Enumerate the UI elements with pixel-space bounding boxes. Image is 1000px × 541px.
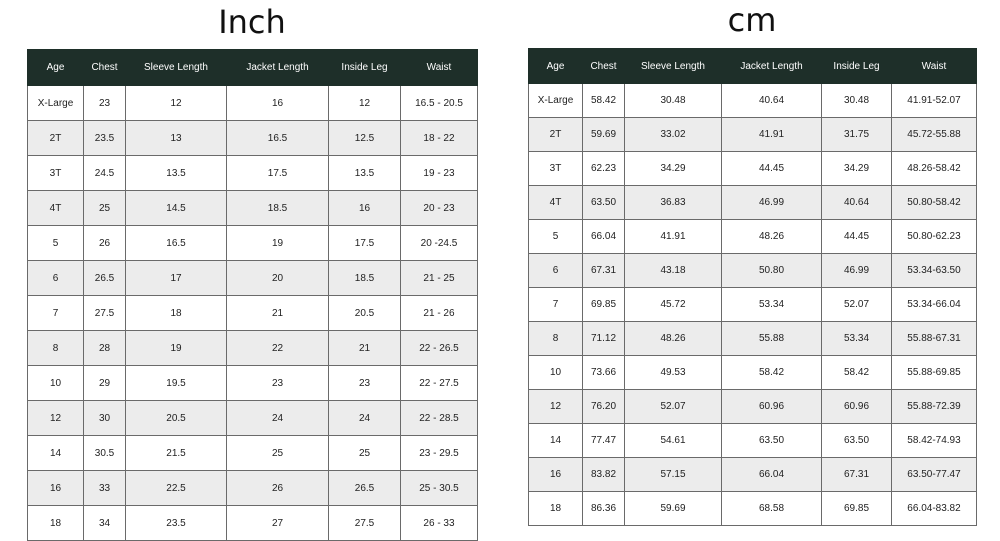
table-cell: 27.5	[329, 506, 401, 541]
table-cell: 8	[28, 331, 84, 366]
column-header: Chest	[84, 50, 126, 86]
table-cell: 55.88-72.39	[892, 390, 977, 424]
table-cell: 69.85	[822, 492, 892, 526]
table-row	[529, 152, 977, 186]
table-row	[28, 436, 478, 471]
table-cell: 30	[84, 401, 126, 436]
table-cell: 17.5	[227, 156, 329, 191]
table-cell: 26	[84, 226, 126, 261]
table-cell: 48.26	[722, 220, 822, 254]
table-cell: 67.31	[583, 254, 625, 288]
table-cell: 20.5	[329, 296, 401, 331]
table-cell: 55.88-67.31	[892, 322, 977, 356]
table-cell: 30.48	[625, 84, 722, 118]
table-cell: 2T	[529, 118, 583, 152]
table-cell: 3T	[529, 152, 583, 186]
table-cell: 57.15	[625, 458, 722, 492]
table-cell: 50.80-58.42	[892, 186, 977, 220]
table-cell: 26.5	[84, 261, 126, 296]
table-cell: 14.5	[126, 191, 227, 226]
column-header: Waist	[892, 49, 977, 84]
table-row	[28, 156, 478, 191]
table-cell: 16.5	[126, 226, 227, 261]
table-cell: 23.5	[84, 121, 126, 156]
table-cell: 48.26	[625, 322, 722, 356]
table-cell: 19	[126, 331, 227, 366]
table-cell: 22 - 28.5	[401, 401, 478, 436]
table-row	[529, 356, 977, 390]
table-row	[28, 296, 478, 331]
table-cell: 63.50	[822, 424, 892, 458]
table-cell: 29	[84, 366, 126, 401]
table-cell: 16.5 - 20.5	[401, 86, 478, 121]
inch-title: Inch	[218, 3, 286, 41]
table-row	[28, 121, 478, 156]
table-cell: 59.69	[583, 118, 625, 152]
table-cell: 36.83	[625, 186, 722, 220]
table-cell: 12.5	[329, 121, 401, 156]
table-cell: 6	[529, 254, 583, 288]
cm-size-table	[528, 48, 977, 526]
table-cell: 34.29	[822, 152, 892, 186]
table-cell: 62.23	[583, 152, 625, 186]
table-cell: 26 - 33	[401, 506, 478, 541]
table-cell: 46.99	[822, 254, 892, 288]
table-cell: 22 - 27.5	[401, 366, 478, 401]
table-cell: 25 - 30.5	[401, 471, 478, 506]
table-cell: 16	[329, 191, 401, 226]
table-cell: 63.50	[583, 186, 625, 220]
table-cell: 43.18	[625, 254, 722, 288]
table-cell: 21	[227, 296, 329, 331]
column-header: Inside Leg	[822, 49, 892, 84]
cm-title: cm	[727, 1, 777, 39]
table-row	[529, 288, 977, 322]
table-cell: 83.82	[583, 458, 625, 492]
table-cell: 54.61	[625, 424, 722, 458]
table-cell: 3T	[28, 156, 84, 191]
table-cell: 14	[28, 436, 84, 471]
table-cell: 2T	[28, 121, 84, 156]
table-cell: 40.64	[822, 186, 892, 220]
table-cell: 5	[529, 220, 583, 254]
table-cell: 49.53	[625, 356, 722, 390]
table-cell: 76.20	[583, 390, 625, 424]
table-row	[529, 322, 977, 356]
table-cell: X-Large	[28, 86, 84, 121]
table-cell: 16	[28, 471, 84, 506]
table-row	[28, 366, 478, 401]
column-header: Inside Leg	[329, 50, 401, 86]
table-cell: 27	[227, 506, 329, 541]
table-cell: 48.26-58.42	[892, 152, 977, 186]
table-cell: 13	[126, 121, 227, 156]
table-cell: 50.80	[722, 254, 822, 288]
table-cell: 53.34-66.04	[892, 288, 977, 322]
table-cell: 41.91-52.07	[892, 84, 977, 118]
table-cell: 19.5	[126, 366, 227, 401]
table-cell: 73.66	[583, 356, 625, 390]
table-cell: 40.64	[722, 84, 822, 118]
table-row	[28, 506, 478, 541]
table-cell: 21 - 26	[401, 296, 478, 331]
table-cell: 18.5	[329, 261, 401, 296]
table-cell: 58.42	[722, 356, 822, 390]
table-cell: 55.88	[722, 322, 822, 356]
column-header: Age	[529, 49, 583, 84]
table-row	[529, 186, 977, 220]
table-cell: 41.91	[625, 220, 722, 254]
table-cell: 63.50	[722, 424, 822, 458]
table-cell: 16	[529, 458, 583, 492]
table-cell: 33	[84, 471, 126, 506]
table-row	[28, 401, 478, 436]
table-cell: 12	[529, 390, 583, 424]
table-cell: 26	[227, 471, 329, 506]
table-cell: 6	[28, 261, 84, 296]
table-cell: 59.69	[625, 492, 722, 526]
table-cell: 60.96	[722, 390, 822, 424]
table-cell: 17.5	[329, 226, 401, 261]
table-cell: 22.5	[126, 471, 227, 506]
table-cell: 34	[84, 506, 126, 541]
table-row	[529, 84, 977, 118]
table-cell: 12	[28, 401, 84, 436]
column-header: Chest	[583, 49, 625, 84]
table-cell: 53.34	[722, 288, 822, 322]
table-cell: 19 - 23	[401, 156, 478, 191]
table-cell: 44.45	[822, 220, 892, 254]
table-cell: 22	[227, 331, 329, 366]
table-cell: 21	[329, 331, 401, 366]
table-cell: 44.45	[722, 152, 822, 186]
table-cell: 23	[227, 366, 329, 401]
table-cell: 23	[329, 366, 401, 401]
table-cell: 19	[227, 226, 329, 261]
table-cell: 25	[84, 191, 126, 226]
table-header-row	[529, 49, 977, 84]
table-cell: 18	[529, 492, 583, 526]
table-cell: 23	[84, 86, 126, 121]
table-cell: 28	[84, 331, 126, 366]
table-row	[28, 331, 478, 366]
table-cell: 18	[28, 506, 84, 541]
table-row	[529, 458, 977, 492]
table-cell: 67.31	[822, 458, 892, 492]
table-cell: 22 - 26.5	[401, 331, 478, 366]
table-cell: 30.48	[822, 84, 892, 118]
table-cell: 8	[529, 322, 583, 356]
table-cell: 31.75	[822, 118, 892, 152]
table-cell: 16	[227, 86, 329, 121]
table-row	[529, 492, 977, 526]
table-cell: 68.58	[722, 492, 822, 526]
table-cell: 20 - 23	[401, 191, 478, 226]
table-row	[28, 191, 478, 226]
table-cell: 14	[529, 424, 583, 458]
table-cell: 13.5	[329, 156, 401, 191]
table-cell: 66.04	[583, 220, 625, 254]
table-row	[28, 226, 478, 261]
table-cell: 7	[28, 296, 84, 331]
column-header: Jacket Length	[227, 50, 329, 86]
column-header: Age	[28, 50, 84, 86]
column-header: Jacket Length	[722, 49, 822, 84]
table-cell: 52.07	[625, 390, 722, 424]
table-cell: X-Large	[529, 84, 583, 118]
table-cell: 17	[126, 261, 227, 296]
table-cell: 34.29	[625, 152, 722, 186]
table-cell: 25	[227, 436, 329, 471]
table-cell: 21.5	[126, 436, 227, 471]
table-cell: 69.85	[583, 288, 625, 322]
table-cell: 58.42	[583, 84, 625, 118]
table-cell: 55.88-69.85	[892, 356, 977, 390]
table-cell: 66.04	[722, 458, 822, 492]
table-row	[529, 390, 977, 424]
table-cell: 12	[329, 86, 401, 121]
table-cell: 24	[227, 401, 329, 436]
table-cell: 21 - 25	[401, 261, 478, 296]
table-cell: 4T	[529, 186, 583, 220]
table-cell: 18	[126, 296, 227, 331]
table-cell: 23.5	[126, 506, 227, 541]
column-header: Sleeve Length	[625, 49, 722, 84]
table-cell: 5	[28, 226, 84, 261]
table-cell: 25	[329, 436, 401, 471]
table-row	[28, 86, 478, 121]
table-cell: 71.12	[583, 322, 625, 356]
table-cell: 46.99	[722, 186, 822, 220]
table-row	[529, 118, 977, 152]
column-header: Sleeve Length	[126, 50, 227, 86]
table-cell: 63.50-77.47	[892, 458, 977, 492]
table-cell: 53.34	[822, 322, 892, 356]
table-cell: 66.04-83.82	[892, 492, 977, 526]
table-cell: 18.5	[227, 191, 329, 226]
table-cell: 16.5	[227, 121, 329, 156]
table-cell: 58.42	[822, 356, 892, 390]
table-cell: 60.96	[822, 390, 892, 424]
table-cell: 53.34-63.50	[892, 254, 977, 288]
table-cell: 41.91	[722, 118, 822, 152]
table-cell: 58.42-74.93	[892, 424, 977, 458]
table-row	[529, 254, 977, 288]
table-header-row	[28, 50, 478, 86]
table-cell: 50.80-62.23	[892, 220, 977, 254]
column-header: Waist	[401, 50, 478, 86]
table-cell: 10	[28, 366, 84, 401]
table-cell: 30.5	[84, 436, 126, 471]
table-cell: 52.07	[822, 288, 892, 322]
table-row	[529, 424, 977, 458]
table-cell: 12	[126, 86, 227, 121]
table-cell: 27.5	[84, 296, 126, 331]
table-cell: 18 - 22	[401, 121, 478, 156]
table-row	[28, 261, 478, 296]
table-row	[529, 220, 977, 254]
table-cell: 13.5	[126, 156, 227, 191]
inch-size-table	[27, 49, 478, 541]
table-cell: 77.47	[583, 424, 625, 458]
table-cell: 45.72-55.88	[892, 118, 977, 152]
table-cell: 20 -24.5	[401, 226, 478, 261]
table-cell: 26.5	[329, 471, 401, 506]
table-cell: 7	[529, 288, 583, 322]
table-cell: 45.72	[625, 288, 722, 322]
table-row	[28, 471, 478, 506]
table-cell: 23 - 29.5	[401, 436, 478, 471]
table-cell: 24.5	[84, 156, 126, 191]
table-cell: 24	[329, 401, 401, 436]
table-cell: 20.5	[126, 401, 227, 436]
table-cell: 20	[227, 261, 329, 296]
table-cell: 10	[529, 356, 583, 390]
table-cell: 4T	[28, 191, 84, 226]
table-cell: 86.36	[583, 492, 625, 526]
table-cell: 33.02	[625, 118, 722, 152]
